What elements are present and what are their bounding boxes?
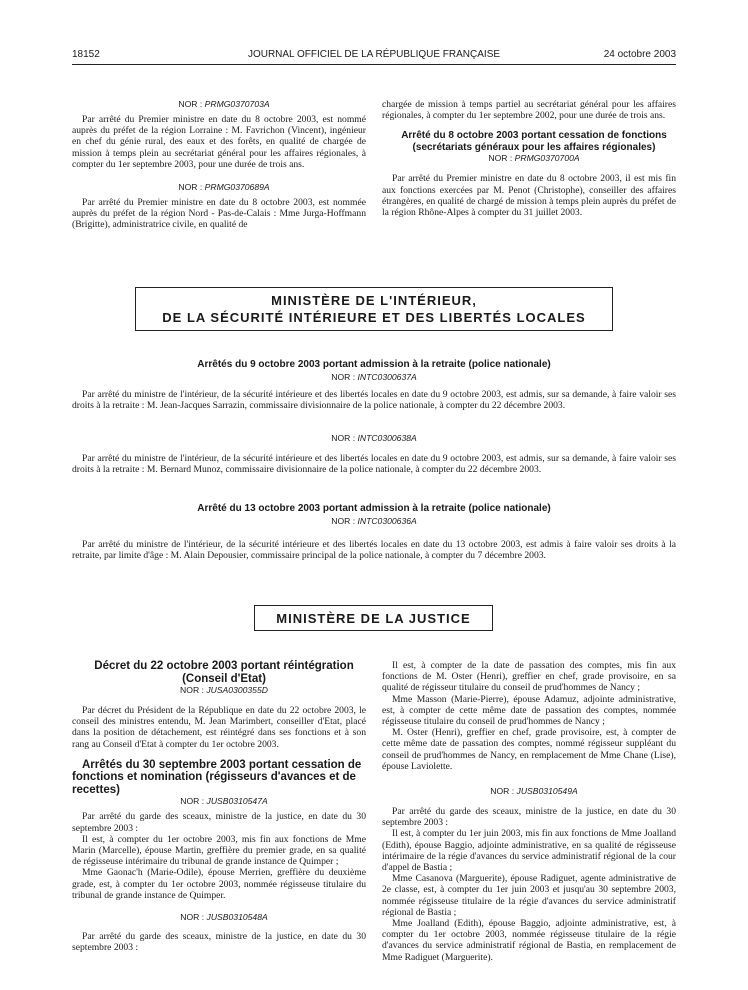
- nor-reference: NOR : INTC0300637A: [331, 372, 417, 382]
- nor-reference: NOR : INTC0300638A: [331, 433, 417, 443]
- decree-paragraph: Par décret du Président de la République en date du 22 octobre 2003, le conseil des ministres entendu, M. Jean Marimbert, conseiller d'Etat, placé dans la position de détachement, est réintégré dans ses fonctions et à son rang au Conseil d'Etat à compter du 1er octobre 2003.: [72, 705, 366, 750]
- nor-reference: NOR : PRMG0370689A: [178, 182, 270, 193]
- decree-paragraph: Par arrêté du Premier ministre en date du 8 octobre 2003, il est mis fin aux fonctions exercées par M. Penot (Christophe), conseiller des affaires étrangères, en qualité de chargé de mission à temps plein auprès du préfet de la région Rhône-Alpes à compter du 31 juillet 2003.: [382, 173, 676, 219]
- decree-paragraph: Par arrêté du garde des sceaux, ministre de la justice, en date du 30 septembre 2003 :: [72, 811, 366, 834]
- ministry-heading: MINISTÈRE DE LA JUSTICE: [276, 611, 471, 626]
- paragraph-text: Par arrêté du ministre de l'intérieur, de la sécurité intérieure et des libertés locales en date du 13 octobre 2003, est admis à faire valoir ses droits à la retraite, par limite d'âge : M. Alain Depousier, commissaire principal de la police nationale, à compter du 7 décembre 2003.: [72, 539, 676, 562]
- nor-reference: NOR : JUSB0310548A: [180, 911, 268, 922]
- page-number: 18152: [72, 49, 100, 60]
- nor-reference: NOR : PRMG0370703A: [178, 99, 270, 109]
- section-title: Arrêtés du 9 octobre 2003 portant admission à la retraite (police nationale): [197, 359, 551, 370]
- header-date: 24 octobre 2003: [603, 49, 676, 60]
- header-rule: [72, 64, 676, 65]
- decree-paragraph: Par arrêté du garde des sceaux, ministre de la justice, en date du 30 septembre 2003 :: [382, 806, 676, 829]
- decree-paragraph: Par arrêté du garde des sceaux, ministre de la justice, en date du 30 septembre 2003 :: [72, 930, 366, 954]
- section-title: (secrétariats généraux pour les affaires régionales): [412, 141, 656, 153]
- justice-right-column: [382, 660, 676, 963]
- section-title: Arrêté du 13 octobre 2003 portant admission à la retraite (police nationale): [197, 503, 551, 514]
- nor-reference: NOR : JUSB0310547A: [180, 796, 268, 807]
- paragraph-text: Par arrêté du ministre de l'intérieur, de la sécurité intérieure et des libertés locales en date du 9 octobre 2003, est admis, sur sa demande, à faire valoir ses droits à la retraite : M. Jean-Jacques Sarrazin, commissaire divisionnaire de la police nationale, à compter du 22 décembre 2003.: [72, 389, 676, 412]
- ministry-interior-box: [135, 287, 613, 331]
- journal-title: JOURNAL OFFICIEL DE LA RÉPUBLIQUE FRANÇAISE: [247, 49, 501, 60]
- decree-paragraph: Mme Masson (Marie-Pierre), épouse Adamuz, adjointe administrative, est, à compter de cette même date de passation des comptes, nommée régisseuse titulaire du conseil de prud'hommes de Nancy ;: [382, 693, 676, 728]
- decree-paragraph: [72, 453, 676, 475]
- nor-reference: NOR : INTC0300636A: [331, 516, 417, 526]
- decree-paragraph: Mme Casanova (Marguerite), épouse Radiguet, agente administrative de 2e classe, est, à compter du 1er juin 2003 et jusqu'au 30 septembre 2003, nommée régisseuse titulaire de la régie d'avances du service administratif régional de Bastia ;: [382, 873, 676, 918]
- section-title: (Conseil d'Etat): [182, 672, 266, 685]
- section-title: Décret du 22 octobre 2003 portant réintégration: [94, 660, 354, 672]
- decree-paragraph: Par arrêté du Premier ministre en date du 8 octobre 2003, est nommée auprès du préfet de la région Nord - Pas-de-Calais : Mme Jurga-Hoffmann (Brigitte), administratrice civile, en qualité de: [72, 197, 366, 231]
- decree-paragraph: chargée de mission à temps partiel au secrétariat général pour les affaires régionales, à compter du 1er septembre 2002, pour une durée de trois ans.: [382, 99, 676, 122]
- decree-paragraph: M. Oster (Henri), greffier en chef, grade provisoire, est, à compter de cette même date de passation des comptes, nommé régisseur suppléant du conseil de prud'hommes de Nancy, en remplacement de Mme Chane (Lise), épouse Laviolette.: [382, 727, 676, 772]
- ministry-heading: MINISTÈRE DE L'INTÉRIEUR,: [271, 293, 477, 308]
- top-left-column: [72, 99, 366, 231]
- paragraph-text: Par arrêté du ministre de l'intérieur, de la sécurité intérieure et des libertés locales en date du 9 octobre 2003, est admis, sur sa demande, à faire valoir ses droits à la retraite : M. Bernard Munoz, commissaire divisionnaire de la police nationale, à compter du 22 décembre 2003.: [72, 453, 676, 476]
- decree-paragraph: Il est, à compter du 1er octobre 2003, mis fin aux fonctions de Mme Marin (Marcelle), épouse Martin, greffière du premier grade, en sa qualité de régisseuse intérimaire du tribunal de grande instance de Quimper ;: [72, 833, 366, 868]
- justice-left-column: [72, 660, 366, 953]
- section-title: Arrêtés du 30 septembre 2003 portant cessation de fonctions et nomination (régisseurs d'avances et de recettes): [72, 758, 362, 796]
- decree-paragraph: Mme Joalland (Edith), épouse Baggio, adjointe administrative, est, à compter du 1er octobre 2003, nommée régisseuse titulaire de la régie d'avances du service administratif régional de Bastia, en remplacement de Mme Radiguet (Marguerite).: [382, 918, 676, 963]
- ministry-justice-box: [254, 605, 493, 631]
- nor-reference: NOR : PRMG0370700A: [488, 153, 580, 164]
- nor-reference: NOR : JUSB0310549A: [490, 786, 578, 797]
- decree-paragraph: [72, 389, 676, 411]
- decree-paragraph: [72, 539, 676, 561]
- decree-paragraph: Par arrêté du Premier ministre en date du 8 octobre 2003, est nommé auprès du préfet de la région Lorraine : M. Favrichon (Vincent), ingénieur en chef du génie rural, des eaux et des forêts, en qualité de chargée de mission à temps plein au secrétariat général pour les affaires régionales, à compter du 1er septembre 2003, pour une durée de trois ans.: [72, 114, 366, 170]
- top-right-column: [382, 99, 676, 218]
- decree-paragraph: Il est, à compter du 1er juin 2003, mis fin aux fonctions de Mme Joalland (Edith), épouse Baggio, adjointe administrative, en sa qualité de régisseuse intérimaire de la régie d'avances du service administratif régional de la cour d'appel de Bastia ;: [382, 828, 676, 874]
- nor-reference: NOR : JUSA0300355D: [180, 685, 268, 695]
- decree-paragraph: Il est, à compter de la date de passation des comptes, mis fin aux fonctions de M. Oster (Henri), greffier en chef, grade provisoire, en sa qualité de régisseur titulaire du conseil de prud'hommes de Nancy ;: [382, 660, 676, 694]
- decree-paragraph: Mme Gaonac'h (Marie-Odile), épouse Merrien, greffière du deuxième grade, est, à compter du 1er octobre 2003, nommée régisseuse titulaire du tribunal de grande instance de Quimper.: [72, 867, 366, 901]
- section-title: Arrêté du 8 octobre 2003 portant cessation de fonctions: [401, 130, 667, 142]
- ministry-heading: DE LA SÉCURITÉ INTÉRIEURE ET DES LIBERTÉS LOCALES: [162, 310, 586, 325]
